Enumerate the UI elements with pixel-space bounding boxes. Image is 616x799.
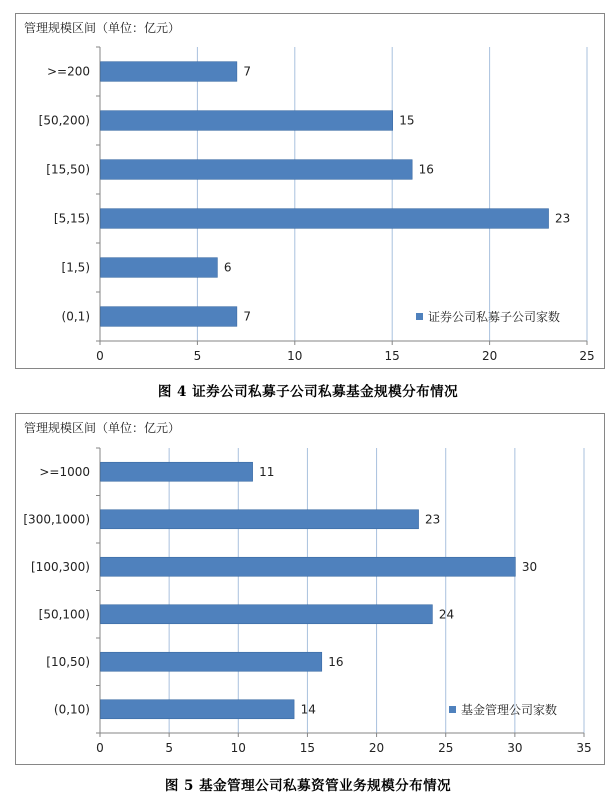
y-tick-label: [300,1000) <box>23 512 90 527</box>
bar <box>101 62 237 82</box>
legend-label: 基金管理公司家数 <box>461 703 558 717</box>
chart-title: 管理规模区间（单位：亿元） <box>24 21 181 35</box>
chart-fig4 <box>15 13 605 369</box>
x-tick-label: 0 <box>96 741 104 755</box>
bar <box>101 605 433 624</box>
x-tick-label: 15 <box>384 349 400 363</box>
bar <box>101 258 218 278</box>
y-tick-label: [1,5) <box>61 260 90 275</box>
y-tick-label: [50,200) <box>38 113 90 128</box>
data-label: 30 <box>521 559 538 574</box>
x-tick-label: 25 <box>438 741 454 755</box>
data-label: 16 <box>328 654 344 669</box>
y-tick-label: [50,100) <box>38 607 90 622</box>
bar <box>101 160 413 180</box>
legend-swatch <box>416 313 423 320</box>
data-label: 15 <box>399 113 415 128</box>
y-tick-label: >=1000 <box>39 464 90 479</box>
bar <box>101 557 516 576</box>
data-label: 23 <box>555 211 571 226</box>
x-tick-label: 20 <box>481 349 498 363</box>
chart-fig5 <box>15 413 605 765</box>
bar <box>101 209 549 229</box>
bar <box>101 700 295 719</box>
figure-caption-4: 图 4 证券公司私募子公司私募基金规模分布情况 <box>157 384 459 400</box>
data-label: 23 <box>425 512 441 527</box>
y-tick-label: [10,50) <box>46 654 90 669</box>
y-tick-label: (0,1) <box>61 309 90 324</box>
data-label: 11 <box>259 464 275 479</box>
data-label: 14 <box>300 702 316 717</box>
chart-title: 管理规模区间（单位：亿元） <box>24 421 181 435</box>
x-tick-label: 10 <box>230 741 246 755</box>
chart-fig4-plot <box>16 14 604 368</box>
data-label: 24 <box>438 607 455 622</box>
y-tick-label: [100,300) <box>31 559 90 574</box>
y-tick-label: (0,10) <box>53 702 90 717</box>
x-tick-label: 35 <box>576 741 592 755</box>
data-label: 7 <box>243 64 252 79</box>
chart-fig5-plot <box>16 414 604 764</box>
legend-swatch <box>449 706 456 713</box>
x-tick-label: 20 <box>368 741 385 755</box>
y-tick-label: [5,15) <box>53 211 90 226</box>
data-label: 16 <box>418 162 434 177</box>
bar <box>101 462 253 481</box>
data-label: 7 <box>243 309 252 324</box>
x-tick-label: 25 <box>579 349 595 363</box>
x-tick-label: 5 <box>193 349 202 363</box>
legend-label: 证券公司私募子公司家数 <box>428 310 561 324</box>
y-tick-label: [15,50) <box>46 162 90 177</box>
figure-caption-5: 图 5 基金管理公司私募资管业务规模分布情况 <box>164 778 452 794</box>
x-tick-label: 10 <box>287 349 303 363</box>
bar <box>101 652 322 671</box>
bar <box>101 111 393 131</box>
bar <box>101 510 419 529</box>
bar <box>101 307 237 327</box>
data-label: 6 <box>223 260 232 275</box>
x-tick-label: 0 <box>96 349 104 363</box>
y-tick-label: >=200 <box>46 64 90 79</box>
x-tick-label: 5 <box>165 741 173 755</box>
x-tick-label: 15 <box>299 741 316 755</box>
x-tick-label: 30 <box>507 741 523 755</box>
